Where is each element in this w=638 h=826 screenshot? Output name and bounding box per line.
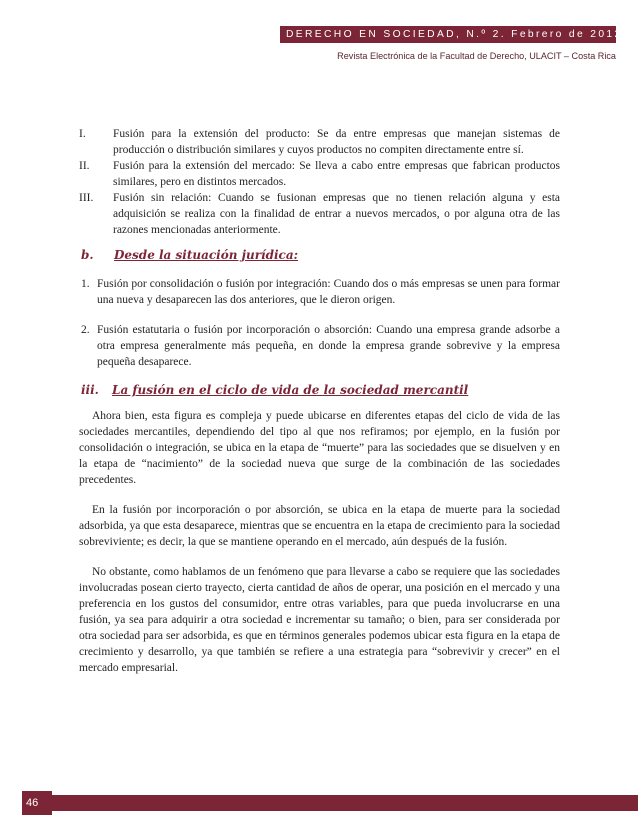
list-text: Fusión estatutaria o fusión por incorporación o absorción: Cuando una empresa grande adsorbe a otra empresa generalmente más pequeña, en donde la empresa grande sobrevive y la empresa pequeña desaparece. [97, 324, 560, 368]
list-number: III. [79, 192, 94, 204]
footer-bar [52, 795, 638, 811]
section-letter: iii. [81, 383, 99, 397]
list-item [79, 322, 560, 370]
list-item [79, 276, 560, 308]
list-text: Fusión para la extensión del producto: Se da entre empresas que manejan sistemas de producción o distribución similares y cuyos productos no compiten directamente entre sí. [113, 128, 560, 156]
section-letter: b. [81, 248, 94, 262]
page-number: 46 [26, 797, 39, 809]
list-item [79, 190, 560, 238]
list-text: Fusión para la extensión del mercado: Se lleva a cabo entre empresas que fabrican productos similares, pero en distintos mercados. [113, 160, 560, 188]
list-number: I. [79, 128, 86, 140]
list-number: II. [79, 160, 90, 172]
list-item [79, 158, 560, 190]
section-title: Desde la situación jurídica: [114, 248, 299, 262]
journal-title: DERECHO EN SOCIEDAD, N.º 2. Febrero de 2012 [286, 29, 623, 40]
body-paragraph: Ahora bien, esta figura es compleja y puede ubicarse en diferentes etapas del ciclo de vida de las sociedades mercantiles, dependiendo del tipo al que nos refiramos; por ejemplo, en la fusión por consolidación o integración, se ubica en la etapa de “muerte” para las sociedades que se disuelven y en la etapa de “nacimiento” de la sociedad nueva que surge de la combinación de las sociedades precedentes. [79, 410, 560, 486]
body-paragraph: En la fusión por incorporación o por absorción, se ubica en la etapa de muerte para la sociedad adsorbida, ya que esta desaparece, mientras que se encuentra en la etapa de crecimiento para la sociedad sobreviviente; es decir, la que se mantiene operando en el mercado, aún después de la fusión. [79, 504, 560, 548]
body-paragraph: No obstante, como hablamos de un fenómeno que para llevarse a cabo se requiere que las sociedades involucradas posean cierto trayecto, cierta cantidad de años de operar, una posición en el mercado y una preferencia en los gustos del consumidor, entre otras variables, para que pueda involucrarse en una fusión, ya sea para adquirir a otra sociedad e incrementar su tamaño; o bien, para ser considerada por otra sociedad para ser adsorbida, es que en términos generales podemos ubicar esta figura en la etapa de crecimiento y desarrollo, ya que también se refiere a una estrategia para “sobrevivir y crecer” en el mercado empresarial. [79, 566, 560, 674]
list-item [79, 126, 560, 158]
list-text: Fusión por consolidación o fusión por integración: Cuando dos o más empresas se unen para formar una nueva y desaparecen las dos anteriores, que le dieron origen. [97, 278, 560, 306]
page-content [79, 126, 560, 676]
journal-subtitle: Revista Electrónica de la Facultad de Derecho, ULACIT – Costa Rica [337, 51, 616, 61]
section-title: La fusión en el ciclo de vida de la sociedad mercantil [112, 383, 469, 397]
list-number: 2. [81, 324, 90, 336]
section-heading-b [79, 247, 560, 263]
list-number: 1. [81, 278, 90, 290]
section-heading-iii [79, 382, 560, 398]
list-text: Fusión sin relación: Cuando se fusionan empresas que no tienen relación alguna y esta adquisición se realiza con la finalidad de entrar a nuevos mercados, o por alguna otra de las razones mencionadas anteriormente. [113, 192, 560, 236]
